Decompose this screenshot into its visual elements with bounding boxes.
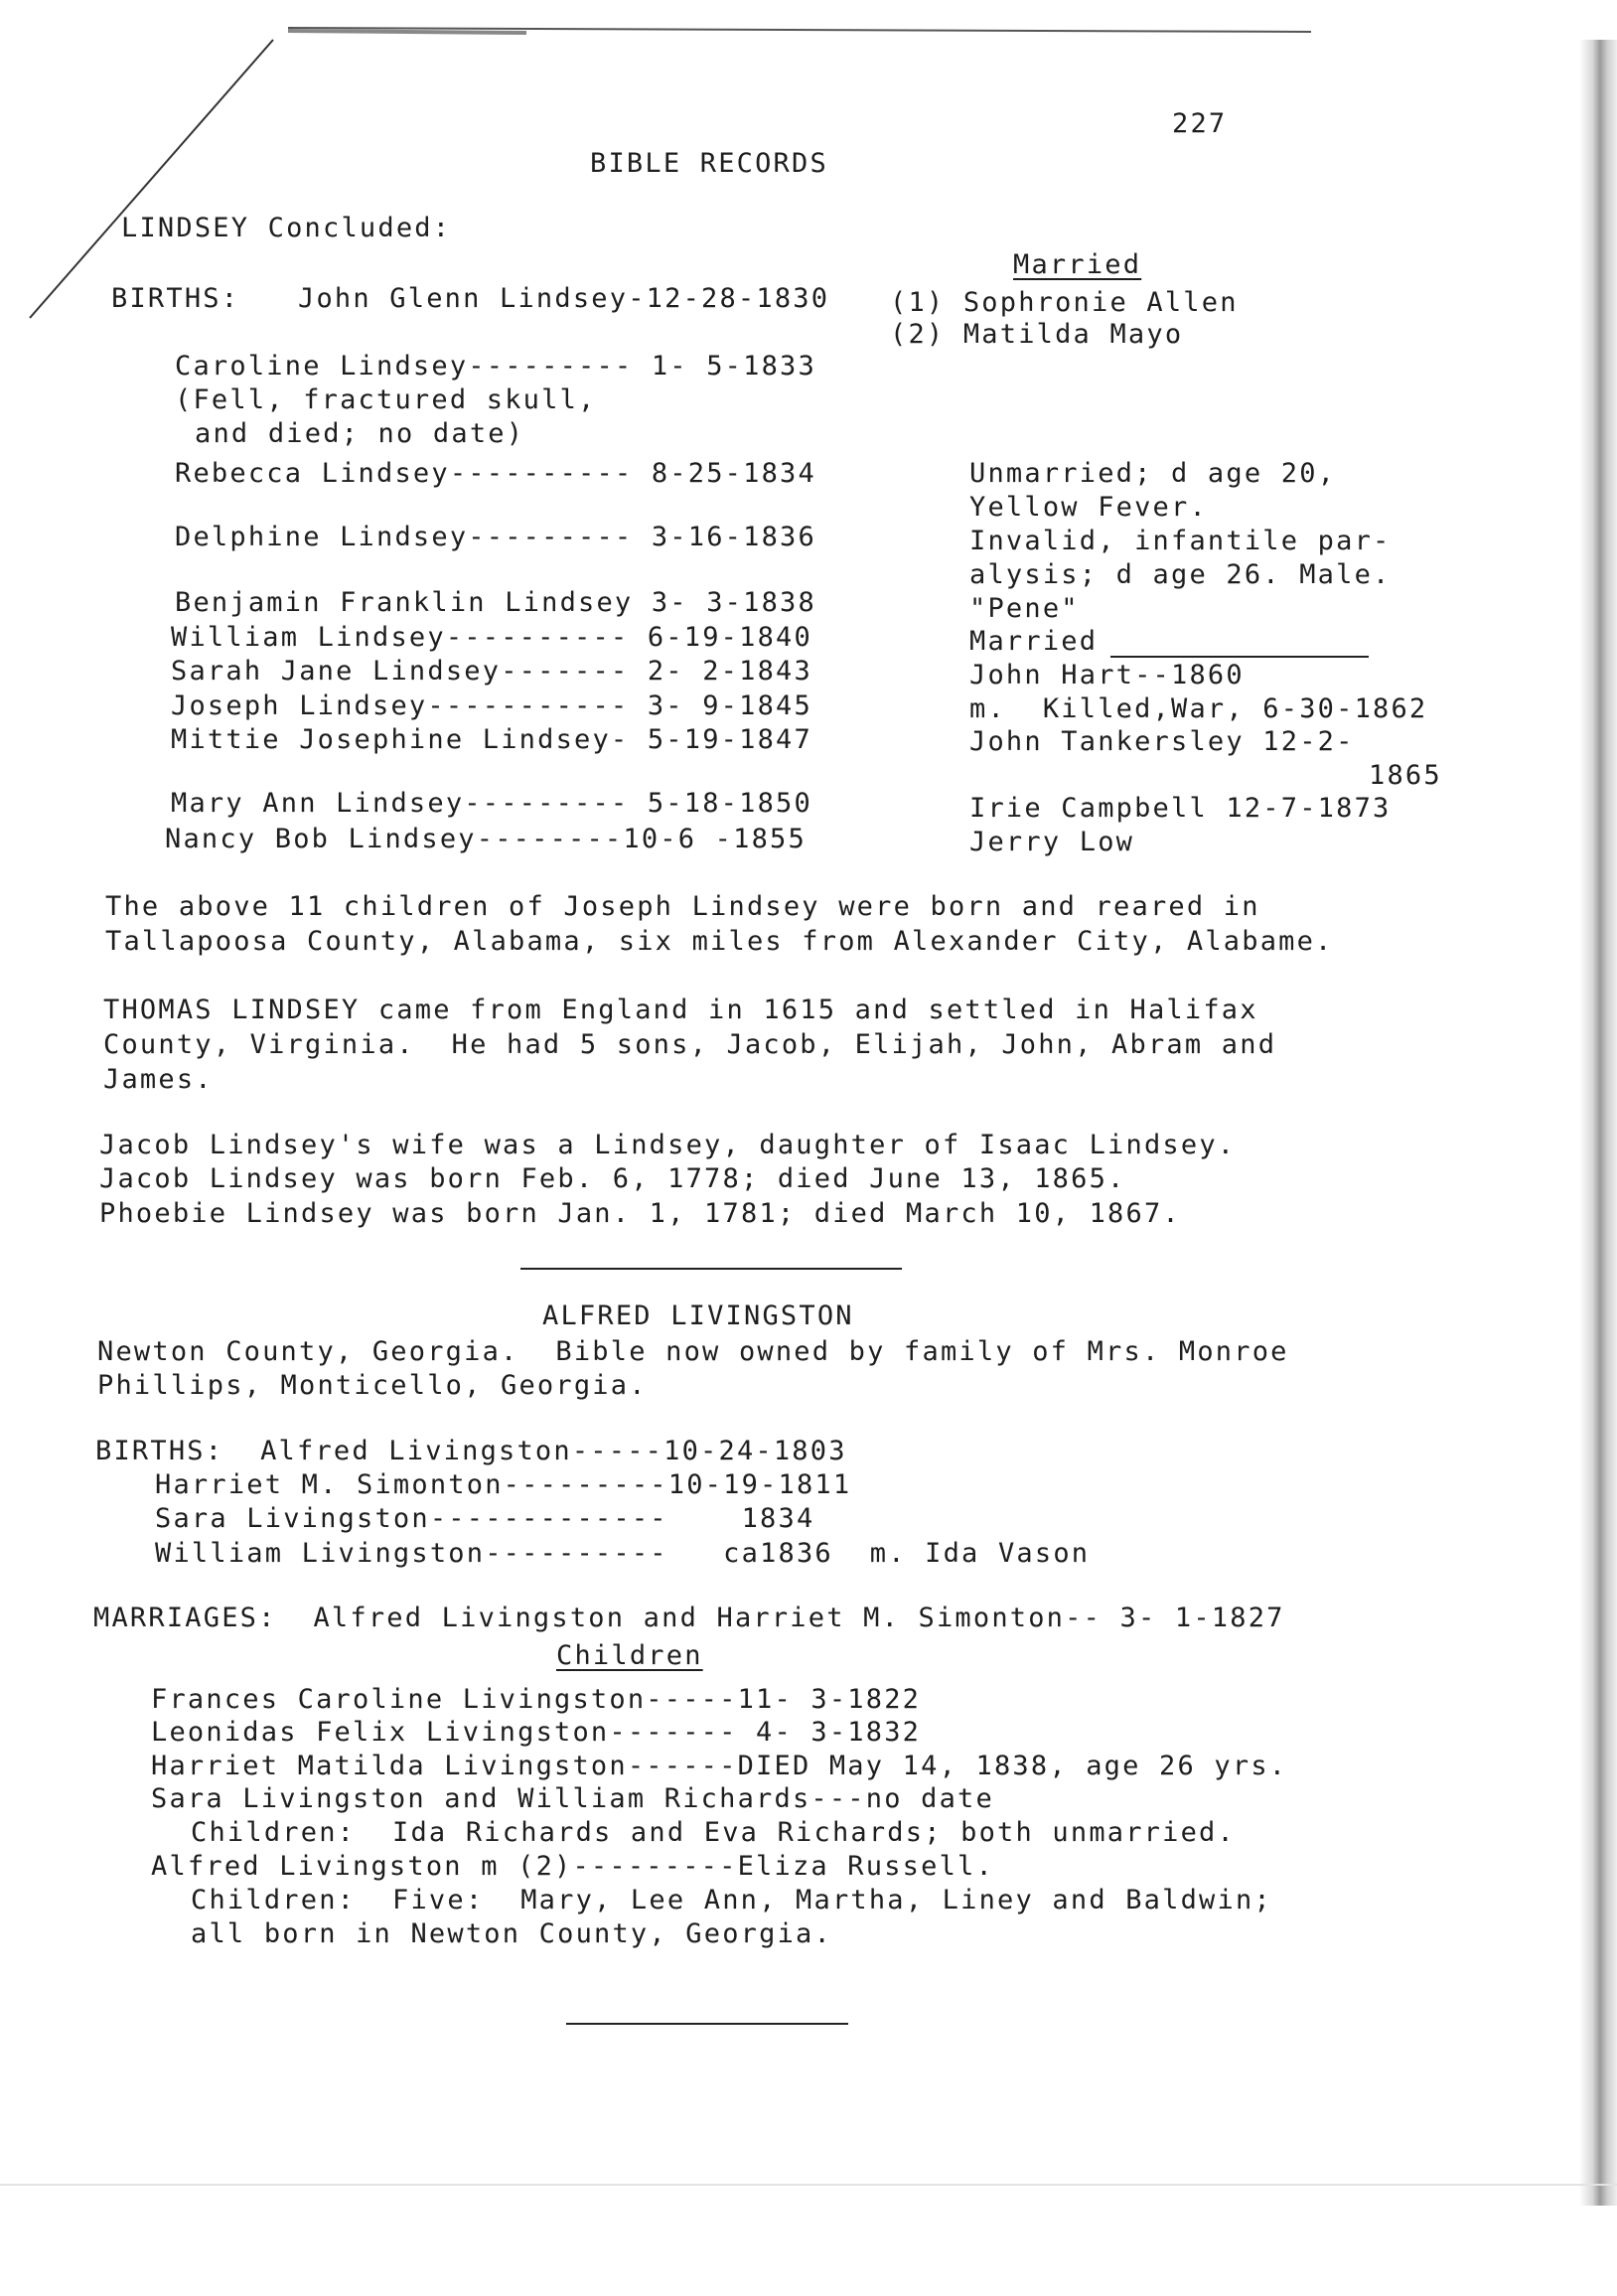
child-entry: Harriet Matilda Livingston------DIED May 14, 1838, age 26 yrs. [151, 1751, 1288, 1781]
paragraph-line: Phoebie Lindsey was born Jan. 1, 1781; died March 10, 1867. [99, 1198, 1181, 1229]
married-header: Married [1013, 249, 1142, 280]
scan-bottom-edge [0, 2184, 1617, 2186]
child-entry: Frances Caroline Livingston-----11- 3-1822 [151, 1684, 922, 1715]
spouse-entry: (2) Matilda Mayo [890, 319, 1184, 350]
paragraph-line: Jacob Lindsey's wife was a Lindsey, daughter of Isaac Lindsey. [99, 1130, 1237, 1160]
birth-entry: Sarah Jane Lindsey------- 2- 2-1843 [171, 656, 812, 687]
marriages-line: MARRIAGES: Alfred Livingston and Harriet M. Simonton-- 3- 1-1827 [93, 1603, 1285, 1633]
birth-entry: William Lindsey---------- 6-19-1840 [171, 622, 812, 653]
spouse-entry: Yellow Fever. [969, 492, 1208, 523]
spouse-entry: Unmarried; d age 20, [969, 458, 1337, 489]
child-entry: Children: Ida Richards and Eva Richards; both unmarried. [191, 1817, 1236, 1848]
spouse-entry: Irie Campbell 12-7-1873 [969, 793, 1392, 824]
birth-entry: Nancy Bob Lindsey--------10-6 -1855 [165, 824, 807, 854]
spouse-entry: m. Killed,War, 6-30-1862 [969, 693, 1428, 724]
section-divider [520, 1268, 902, 1270]
married-blank-line [1110, 656, 1369, 658]
paragraph-line: James. [103, 1064, 214, 1095]
section-title: BIBLE RECORDS [590, 148, 828, 179]
child-entry: Sara Livingston and William Richards---no date [151, 1783, 994, 1814]
paragraph-line: THOMAS LINDSEY came from England in 1615 and settled in Halifax [103, 995, 1258, 1025]
page-number: 227 [1172, 108, 1228, 139]
paragraph-line: Jacob Lindsey was born Feb. 6, 1778; died June 13, 1865. [99, 1163, 1126, 1194]
child-entry: Leonidas Felix Livingston------- 4- 3-1832 [151, 1717, 922, 1748]
intro-line: Newton County, Georgia. Bible now owned by family of Mrs. Monroe [97, 1336, 1289, 1367]
child-entry: all born in Newton County, Georgia. [191, 1918, 832, 1949]
paragraph-line: The above 11 children of Joseph Lindsey were born and reared in [105, 891, 1260, 922]
spouse-entry: John Tankersley 12-2- [969, 726, 1355, 757]
spouse-entry: John Hart--1860 [969, 660, 1245, 690]
birth-entry: Delphine Lindsey--------- 3-16-1836 [175, 522, 816, 552]
children-header: Children [556, 1640, 703, 1671]
spouse-entry: Invalid, infantile par- [969, 526, 1392, 556]
birth-note: (Fell, fractured skull, [175, 384, 597, 415]
paragraph-line: Tallapoosa County, Alabama, six miles from Alexander City, Alabame. [105, 926, 1334, 957]
spouse-entry: alysis; d age 26. Male. [969, 559, 1392, 590]
scan-top-edge [288, 20, 1311, 42]
birth-entry: BIRTHS: Alfred Livingston-----10-24-1803 [95, 1436, 847, 1466]
birth-entry: John Glenn Lindsey-12-28-1830 [298, 283, 830, 314]
section-divider [566, 2023, 848, 2025]
child-entry: Alfred Livingston m (2)---------Eliza Russell. [151, 1851, 994, 1882]
spouse-entry: Jerry Low [969, 827, 1135, 857]
lindsey-heading: LINDSEY Concluded: [121, 213, 452, 243]
birth-note: and died; no date) [195, 418, 525, 449]
scan-page-edge [1579, 40, 1617, 2206]
birth-entry: Harriet M. Simonton---------10-19-1811 [155, 1469, 852, 1500]
spouse-entry: "Pene" [969, 593, 1080, 624]
birth-entry: Rebecca Lindsey---------- 8-25-1834 [175, 458, 816, 489]
birth-entry: Caroline Lindsey--------- 1- 5-1833 [175, 351, 816, 382]
birth-entry: Benjamin Franklin Lindsey 3- 3-1838 [175, 587, 816, 618]
birth-entry: William Livingston---------- ca1836 m. Ida Vason [155, 1538, 1091, 1569]
spouse-entry: Married [969, 626, 1099, 657]
spouse-entry: 1865 [1369, 760, 1442, 791]
spouse-entry: (1) Sophronie Allen [890, 287, 1239, 318]
birth-entry: Mittie Josephine Lindsey- 5-19-1847 [171, 724, 812, 755]
birth-entry: Mary Ann Lindsey--------- 5-18-1850 [171, 788, 812, 819]
birth-entry: Sara Livingston------------- 1834 [155, 1503, 815, 1534]
paragraph-line: County, Virginia. He had 5 sons, Jacob, Elijah, John, Abram and [103, 1029, 1277, 1060]
birth-entry: Joseph Lindsey----------- 3- 9-1845 [171, 690, 812, 721]
births-label: BIRTHS: [111, 283, 240, 314]
intro-line: Phillips, Monticello, Georgia. [97, 1370, 648, 1401]
child-entry: Children: Five: Mary, Lee Ann, Martha, Liney and Baldwin; [191, 1885, 1272, 1915]
livingston-heading: ALFRED LIVINGSTON [542, 1301, 854, 1331]
